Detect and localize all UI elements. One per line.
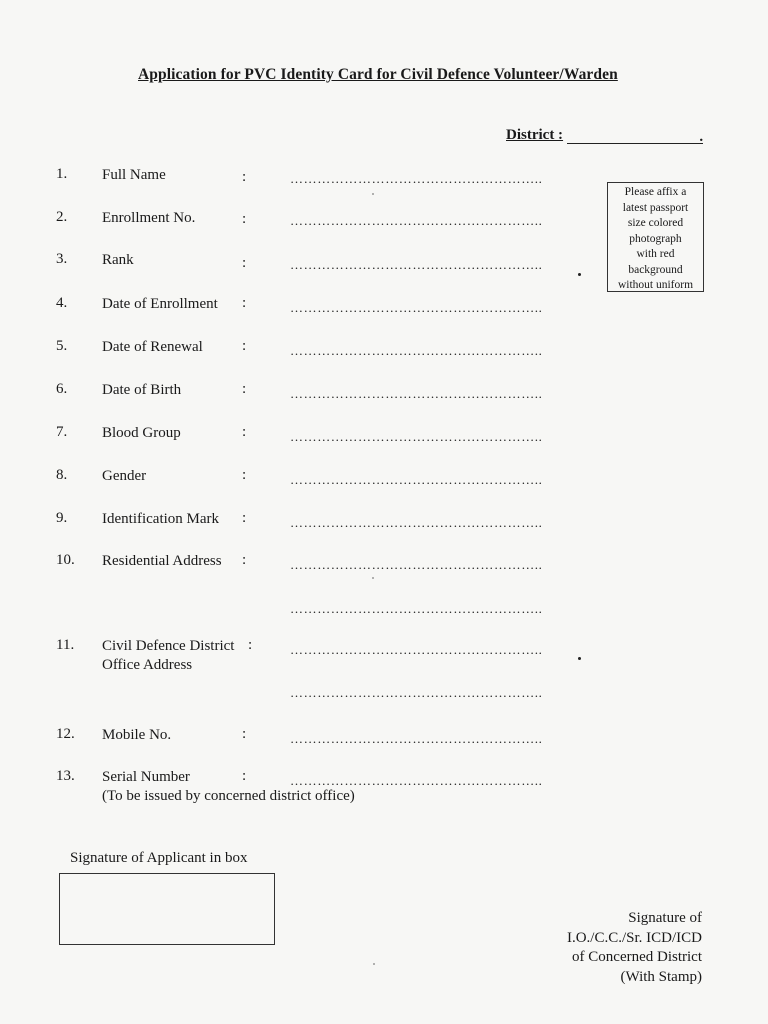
applicant-signature-label: Signature of Applicant in box: [70, 850, 248, 866]
field-label: Mobile No.: [102, 727, 172, 743]
field-label: Rank: [102, 252, 134, 268]
field-note: (To be issued by concerned district office): [102, 788, 355, 804]
field-label: Enrollment No.: [102, 210, 196, 226]
field-row-cd-district-office-address-line2: [0, 656, 768, 676]
field-colon: :: [242, 381, 247, 397]
fill-line: ………………………………………………..: [290, 731, 543, 746]
fill-line: ………………………………………………..: [290, 557, 543, 572]
scan-speck: [578, 273, 581, 276]
field-colon: :: [242, 726, 247, 742]
field-colon: :: [248, 637, 253, 653]
field-number: 6.: [56, 381, 68, 397]
field-row-mobile-no: [0, 726, 768, 746]
photo-instruction-line: size colored: [627, 217, 684, 229]
field-label: Blood Group: [102, 425, 181, 441]
scan-speck: [578, 657, 581, 660]
field-colon: :: [242, 255, 247, 271]
field-colon: :: [242, 295, 247, 311]
district-line: .: [567, 129, 703, 144]
field-row-serial-number: [0, 768, 768, 788]
fill-line: ………………………………………………..: [290, 386, 543, 401]
field-number: 7.: [56, 424, 68, 440]
field-number: 13.: [56, 768, 75, 784]
field-label: Identification Mark: [102, 511, 220, 527]
field-label: Civil Defence District: [102, 638, 235, 654]
photo-instruction-line: without uniform: [617, 279, 694, 291]
fill-line: ………………………………………………..: [290, 601, 543, 616]
field-colon: :: [242, 424, 247, 440]
officer-signature-line: of Concerned District: [572, 949, 702, 965]
field-row-residential-address-line2: [0, 596, 768, 616]
field-label: Gender: [102, 468, 147, 484]
fill-line: ………………………………………………..: [290, 343, 543, 358]
scan-speck: [372, 577, 374, 579]
field-number: 1.: [56, 166, 68, 182]
fill-line: ………………………………………………..: [290, 429, 543, 444]
district-field: [506, 127, 703, 144]
field-number: 10.: [56, 552, 75, 568]
fill-line: ………………………………………………..: [290, 300, 543, 315]
field-colon: :: [242, 338, 247, 354]
field-number: 3.: [56, 251, 68, 267]
fill-line: ………………………………………………..: [290, 515, 543, 530]
fill-line: ………………………………………………..: [290, 472, 543, 487]
field-number: 9.: [56, 510, 68, 526]
field-row-residential-address: [0, 552, 768, 572]
fill-line: ………………………………………………..: [290, 213, 543, 228]
field-number: 5.: [56, 338, 68, 354]
field-row-gender: [0, 467, 768, 487]
photo-instruction-line: with red: [636, 248, 675, 260]
officer-signature-block: [540, 909, 702, 987]
field-row-date-of-birth: [0, 381, 768, 401]
fill-line: ………………………………………………..: [290, 642, 543, 657]
field-colon: :: [242, 467, 247, 483]
field-number: 2.: [56, 209, 68, 225]
fill-line: ………………………………………………..: [290, 773, 543, 788]
photo-instruction-line: background: [628, 263, 683, 276]
field-row-serial-number-note: [0, 787, 768, 807]
photo-instruction-line: photograph: [629, 232, 682, 245]
field-number: 11.: [56, 637, 75, 653]
field-label: Date of Birth: [102, 382, 182, 398]
officer-signature-line: I.O./C.C./Sr. ICD/ICD: [566, 929, 702, 946]
scan-speck: [373, 963, 375, 965]
field-row-blood-group: [0, 424, 768, 444]
fill-line: ………………………………………………..: [290, 171, 543, 186]
field-row-cd-address-line2: [0, 680, 768, 700]
form-title: Application for PVC Identity Card for Civil Defence Volunteer/Warden: [138, 66, 618, 83]
field-label: Full Name: [102, 167, 166, 183]
district-label: District :: [506, 127, 564, 143]
officer-signature-line: Signature of: [628, 910, 702, 926]
photo-box: [607, 182, 704, 292]
fill-line: ………………………………………………..: [290, 257, 543, 272]
field-colon: :: [242, 768, 247, 784]
field-label: Residential Address: [102, 553, 222, 569]
applicant-signature-box: [59, 873, 275, 945]
field-number: 8.: [56, 467, 68, 483]
field-colon: :: [242, 552, 247, 568]
photo-instruction-line: latest passport: [622, 201, 689, 214]
fill-line: ………………………………………………..: [290, 685, 543, 700]
photo-instruction-line: Please affix a: [624, 186, 687, 198]
field-label: Date of Renewal: [102, 339, 203, 355]
field-row-identification-mark: [0, 510, 768, 530]
field-label-continued: Office Address: [102, 657, 193, 673]
field-number: 12.: [56, 726, 75, 742]
officer-signature-line: (With Stamp): [620, 968, 702, 985]
field-number: 4.: [56, 295, 68, 311]
field-colon: :: [242, 211, 247, 227]
field-label: Serial Number: [102, 769, 190, 785]
field-row-date-of-renewal: [0, 338, 768, 358]
scan-speck: [372, 193, 374, 195]
field-row-cd-district-office-address: [0, 637, 768, 657]
field-label: Date of Enrollment: [102, 296, 218, 312]
field-row-date-of-enrollment: [0, 295, 768, 315]
field-colon: :: [242, 510, 247, 526]
field-colon: :: [242, 169, 247, 185]
